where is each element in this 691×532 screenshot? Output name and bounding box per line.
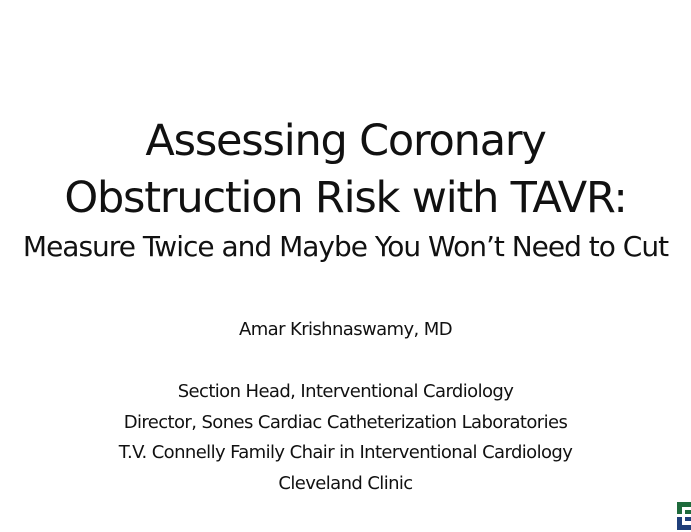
affiliation-line-4: Cleveland Clinic — [278, 473, 413, 494]
title-line-1: Assessing Coronary — [145, 116, 546, 166]
author-name: Amar Krishnaswamy, MD — [239, 319, 452, 340]
subtitle-line: Measure Twice and Maybe You Won’t Need to Cut — [22, 230, 669, 263]
title-line-2: Obstruction Risk with TAVR: — [64, 173, 627, 223]
affiliation-line-2: Director, Sones Cardiac Catheterization Laboratories — [123, 412, 568, 433]
affiliation-line-1: Section Head, Interventional Cardiology — [177, 381, 514, 402]
affiliation-line-3: T.V. Connelly Family Chair in Interventional Cardiology — [118, 442, 573, 463]
cleveland-clinic-logo-icon — [675, 500, 691, 532]
